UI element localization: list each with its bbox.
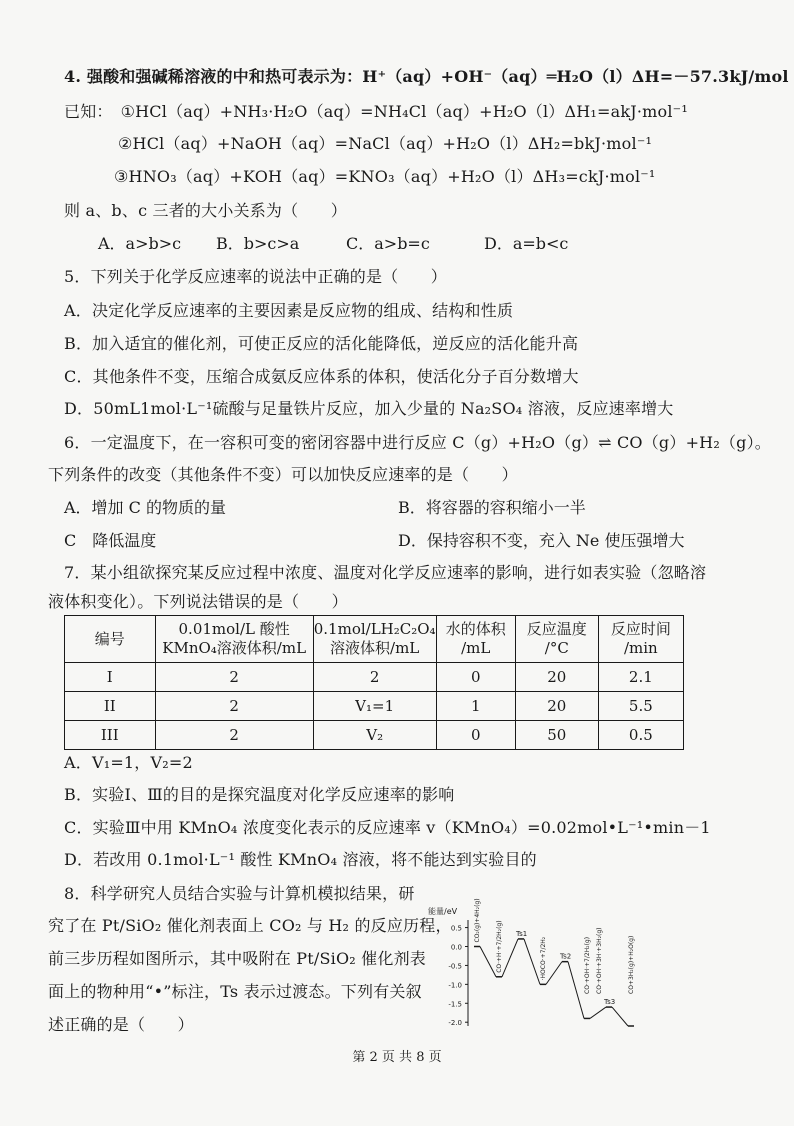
table-row — [65, 692, 684, 721]
table-cell: 2 — [313, 663, 436, 692]
y-tick-label: 0.0 — [450, 943, 462, 952]
q4-given-prefix: 已知： — [64, 102, 113, 121]
q5-option-b[interactable]: B．加入适宜的催化剂，可使正反应的活化能降低，逆反应的活化能升高 — [64, 334, 579, 353]
species-label: CO·+H·+7/2H₂(g) — [496, 920, 503, 973]
q4-eq3: ③HNO₃（aq）+KOH（aq）=KNO₃（aq）+H₂O（l）ΔH₃=ckJ·mol⁻¹ — [114, 167, 656, 186]
q7-option-b[interactable]: B．实验Ⅰ、Ⅲ的目的是探究温度对化学反应速率的影响 — [64, 785, 455, 804]
q4-question: 则 a、b、c 三者的大小关系为（ ） — [64, 201, 347, 220]
q7-option-d[interactable]: D．若改用 0.1mol·L⁻¹ 酸性 KMnO₄ 溶液，将不能达到实验目的 — [64, 850, 537, 869]
q5-option-a[interactable]: A．决定化学反应速率的主要因素是反应物的组成、结构和性质 — [64, 301, 514, 320]
y-tick-label: 0.5 — [450, 924, 462, 933]
table-cell: 0 — [436, 663, 515, 692]
table-cell: 50 — [515, 721, 598, 750]
table-cell: 5.5 — [598, 692, 683, 721]
table-cell: 20 — [515, 663, 598, 692]
header-time: 反应时间 /min — [598, 616, 683, 663]
q7-option-a[interactable]: A．V₁=1，V₂=2 — [64, 753, 193, 772]
y-tick-label: -2.0 — [448, 1019, 462, 1028]
table-cell: 2 — [155, 663, 313, 692]
q8-line-1: 8．科学研究人员结合实验与计算机模拟结果，研 — [64, 884, 415, 903]
table-row — [65, 721, 684, 750]
q8-line-5: 述正确的是（ ） — [48, 1015, 194, 1034]
q6-option-a[interactable]: A．增加 C 的物质的量 — [64, 498, 226, 517]
table-cell: III — [65, 721, 156, 750]
q8-line-2: 究了在 Pt/SiO₂ 催化剂表面上 CO₂ 与 H₂ 的反应历程， — [48, 916, 452, 935]
energy-segment — [524, 939, 540, 984]
q5-stem: 5．下列关于化学反应速率的说法中正确的是（ ） — [64, 267, 447, 286]
experiment-table — [64, 615, 684, 750]
table-cell: V₂ — [313, 721, 436, 750]
table-cell: 0.5 — [598, 721, 683, 750]
table-cell: 2.1 — [598, 663, 683, 692]
y-tick-label: -0.5 — [448, 962, 462, 971]
species-label: CO₂(g)+4H₂(g) — [474, 898, 481, 943]
q7-stem-2: 液体积变化）。下列说法错误的是（ ） — [48, 592, 348, 611]
energy-segment — [502, 939, 518, 977]
energy-profile-chart — [428, 884, 644, 1032]
table-cell: 1 — [436, 692, 515, 721]
q6-option-b[interactable]: B．将容器的容积缩小一半 — [398, 498, 586, 517]
q6-option-d[interactable]: D．保持容积不变，充入 Ne 使压强增大 — [398, 531, 685, 550]
energy-segment — [480, 947, 496, 977]
q8-line-4: 面上的物种用“•”标注，Ts 表示过渡态。下列有关叙 — [48, 982, 422, 1001]
header-h2c2o4: 0.1mol/LH₂C₂O₄ 溶液体积/mL — [313, 616, 436, 663]
table-cell: II — [65, 692, 156, 721]
ts-label: Ts2 — [560, 952, 572, 961]
species-label: CO·+OH·+7/2H₂(g) — [584, 936, 591, 994]
species-label: CO+3H₂(g)+H₂O(g) — [628, 935, 635, 994]
energy-segment — [546, 962, 562, 985]
energy-segment — [590, 1007, 606, 1018]
q6-stem-2: 下列条件的改变（其他条件不变）可以加快反应速率的是（ ） — [48, 465, 518, 484]
q4-option-d[interactable]: D．a=b<c — [484, 234, 569, 253]
energy-segment — [612, 1007, 628, 1026]
q4-given-eq1 — [64, 101, 688, 123]
ts-label: Ts1 — [516, 929, 528, 938]
ts-label: Ts3 — [604, 998, 616, 1007]
y-axis-label: 能量/eV — [428, 907, 458, 916]
y-tick-label: -1.5 — [448, 1000, 462, 1009]
y-tick-label: -1.0 — [448, 981, 462, 990]
header-kmno4: 0.01mol/L 酸性 KMnO₄溶液体积/mL — [155, 616, 313, 663]
q7-option-c[interactable]: C．实验Ⅲ中用 KMnO₄ 浓度变化表示的反应速率 v（KMnO₄）=0.02mol•L⁻¹•min－1 — [64, 818, 711, 837]
energy-segment — [568, 962, 584, 1019]
page-footer: 第 2 页 共 8 页 — [352, 1050, 442, 1065]
table-cell: 20 — [515, 692, 598, 721]
table-cell: 0 — [436, 721, 515, 750]
header-temperature: 反应温度 /°C — [515, 616, 598, 663]
header-water: 水的体积 /mL — [436, 616, 515, 663]
table-cell: V₁=1 — [313, 692, 436, 721]
table-header-row — [65, 616, 684, 663]
q4-option-b[interactable]: B．b>c>a — [216, 234, 300, 253]
header-id: 编号 — [65, 616, 156, 663]
q5-option-c[interactable]: C．其他条件不变，压缩合成氨反应体系的体积，使活化分子百分数增大 — [64, 367, 579, 386]
species-label: CO·+OH·+3H·+3H₂(g) — [596, 927, 603, 994]
q4-eq1: ①HCl（aq）+NH₃·H₂O（aq）=NH₄Cl（aq）+H₂O（l）ΔH₁=akJ·mol⁻¹ — [120, 102, 688, 121]
q7-stem-1: 7．某小组欲探究某反应过程中浓度、温度对化学反应速率的影响，进行如表实验（忽略溶 — [64, 563, 707, 582]
table-cell: I — [65, 663, 156, 692]
table-cell: 2 — [155, 721, 313, 750]
q4-option-a[interactable]: A．a>b>c — [98, 234, 182, 253]
species-labels — [474, 898, 635, 994]
table-row — [65, 663, 684, 692]
q5-option-d[interactable]: D．50mL1mol·L⁻¹硫酸与足量铁片反应，加入少量的 Na₂SO₄ 溶液，反应速率增大 — [64, 399, 674, 418]
table-cell: 2 — [155, 692, 313, 721]
q4-option-c[interactable]: C．a>b=c — [346, 234, 430, 253]
q4-stem: 4. 强酸和强碱稀溶液的中和热可表示为：H⁺（aq）+OH⁻（aq）═H₂O（l）ΔH=－57.3kJ/mol — [64, 67, 789, 86]
q6-stem-1: 6．一定温度下，在一容积可变的密闭容器中进行反应 C（g）+H₂O（g）⇌ CO（g）+H₂（g）。 — [64, 433, 771, 452]
q8-line-3: 前三步历程如图所示，其中吸附在 Pt/SiO₂ 催化剂表 — [48, 949, 426, 968]
q6-option-c[interactable]: C 降低温度 — [64, 531, 157, 550]
q4-eq2: ②HCl（aq）+NaOH（aq）=NaCl（aq）+H₂O（l）ΔH₂=bkJ·mol⁻¹ — [118, 134, 653, 153]
y-ticks — [448, 925, 468, 1028]
species-label: ·HOCO·+7/2H₂ — [540, 936, 547, 981]
